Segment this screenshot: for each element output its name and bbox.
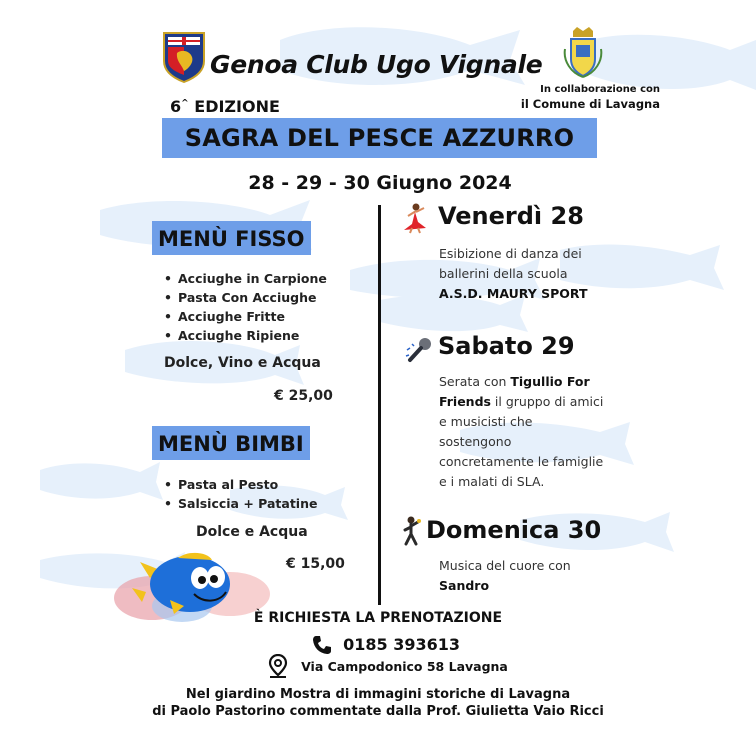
address-text[interactable]: Via Campodonico 58 Lavagna — [301, 658, 508, 674]
menu-fisso-title: MENÙ FISSO — [152, 221, 311, 255]
location-pin-icon — [268, 654, 288, 678]
list-item: • Pasta al Pesto — [164, 475, 317, 494]
saturday-line-6: e i malati di SLA. — [439, 474, 545, 489]
edition-word: EDIZIONE — [194, 97, 280, 116]
edition-label — [170, 97, 280, 116]
saturday-band-name-2: Friends — [439, 394, 491, 409]
event-dates: 28 - 29 - 30 Giugno 2024 — [248, 172, 512, 194]
saturday-day-title: Sabato 29 — [438, 332, 575, 360]
collab-line-2: il Comune di Lavagna — [520, 97, 660, 111]
menu-fisso-list — [164, 269, 327, 345]
singer-icon — [398, 516, 424, 546]
saturday-line-3: e musicisti che — [439, 414, 533, 429]
saturday-text-d: il gruppo di amici — [490, 394, 604, 409]
friday-description — [439, 244, 624, 304]
dancer-icon — [400, 202, 430, 234]
friday-day-title: Venerdì 28 — [438, 202, 584, 230]
phone-number[interactable]: 0185 393613 — [343, 635, 460, 654]
sunday-description — [439, 556, 624, 596]
menu-bimbi-price: € 15,00 — [286, 556, 345, 572]
saturday-line-5: concretamente le famiglie — [439, 454, 604, 469]
exhibition-note-line-1: Nel giardino Mostra di immagini storiche di Lavagna — [185, 687, 571, 702]
edition-number: 6 — [170, 97, 182, 116]
collaboration-note — [512, 84, 660, 111]
menu-fisso-price: € 25,00 — [274, 388, 333, 404]
address-row — [268, 654, 508, 678]
saturday-line-2 — [439, 392, 624, 412]
list-item: • Pasta Con Acciughe — [164, 288, 327, 307]
phone-icon — [312, 635, 332, 655]
menu-bimbi-title: MENÙ BIMBI — [152, 426, 310, 460]
club-name: Genoa Club Ugo Vignale — [210, 50, 543, 79]
edition-superscript: ^ — [181, 98, 189, 109]
sunday-line-2 — [439, 576, 624, 596]
sunday-artist-name: Sandro — [439, 578, 490, 593]
event-title-banner — [162, 118, 597, 158]
saturday-line-1 — [439, 372, 624, 392]
list-item: • Salsiccia + Patatine — [164, 494, 317, 513]
microphone-icon — [404, 336, 434, 364]
lavagna-coat-of-arms-logo — [563, 27, 603, 79]
friday-line-3 — [439, 284, 624, 304]
menu-fisso-extras: Dolce, Vino e Acqua — [164, 355, 321, 371]
event-title: SAGRA DEL PESCE AZZURRO — [184, 124, 575, 152]
genoa-crest-logo — [162, 31, 206, 83]
list-item: • Acciughe in Carpione — [164, 269, 327, 288]
saturday-band-name-1: Tigullio For — [510, 374, 590, 389]
exhibition-note-line-2: di Paolo Pastorino commentate dalla Prof. Giulietta Vaio Ricci — [152, 704, 604, 719]
collab-line-1: In collaborazione con — [540, 84, 660, 95]
sunday-line-1: Musica del cuore con — [439, 558, 571, 573]
list-item: • Acciughe Ripiene — [164, 326, 327, 345]
column-divider — [378, 205, 381, 605]
friday-school-name: A.S.D. MAURY SPORT — [439, 286, 588, 301]
menu-bimbi-extras: Dolce e Acqua — [196, 524, 308, 540]
exhibition-note — [0, 686, 756, 720]
friday-line-1: Esibizione di danza dei — [439, 246, 582, 261]
saturday-description — [439, 372, 624, 492]
saturday-text-a: Serata con — [439, 374, 511, 389]
list-item: • Acciughe Fritte — [164, 307, 327, 326]
saturday-line-4: sostengono — [439, 434, 512, 449]
friday-line-2: ballerini della scuola — [439, 266, 568, 281]
menu-bimbi-list — [164, 475, 317, 513]
reservation-required: È RICHIESTA LA PRENOTAZIONE — [253, 610, 503, 626]
phone-row — [312, 634, 460, 656]
sunday-day-title: Domenica 30 — [426, 516, 602, 544]
